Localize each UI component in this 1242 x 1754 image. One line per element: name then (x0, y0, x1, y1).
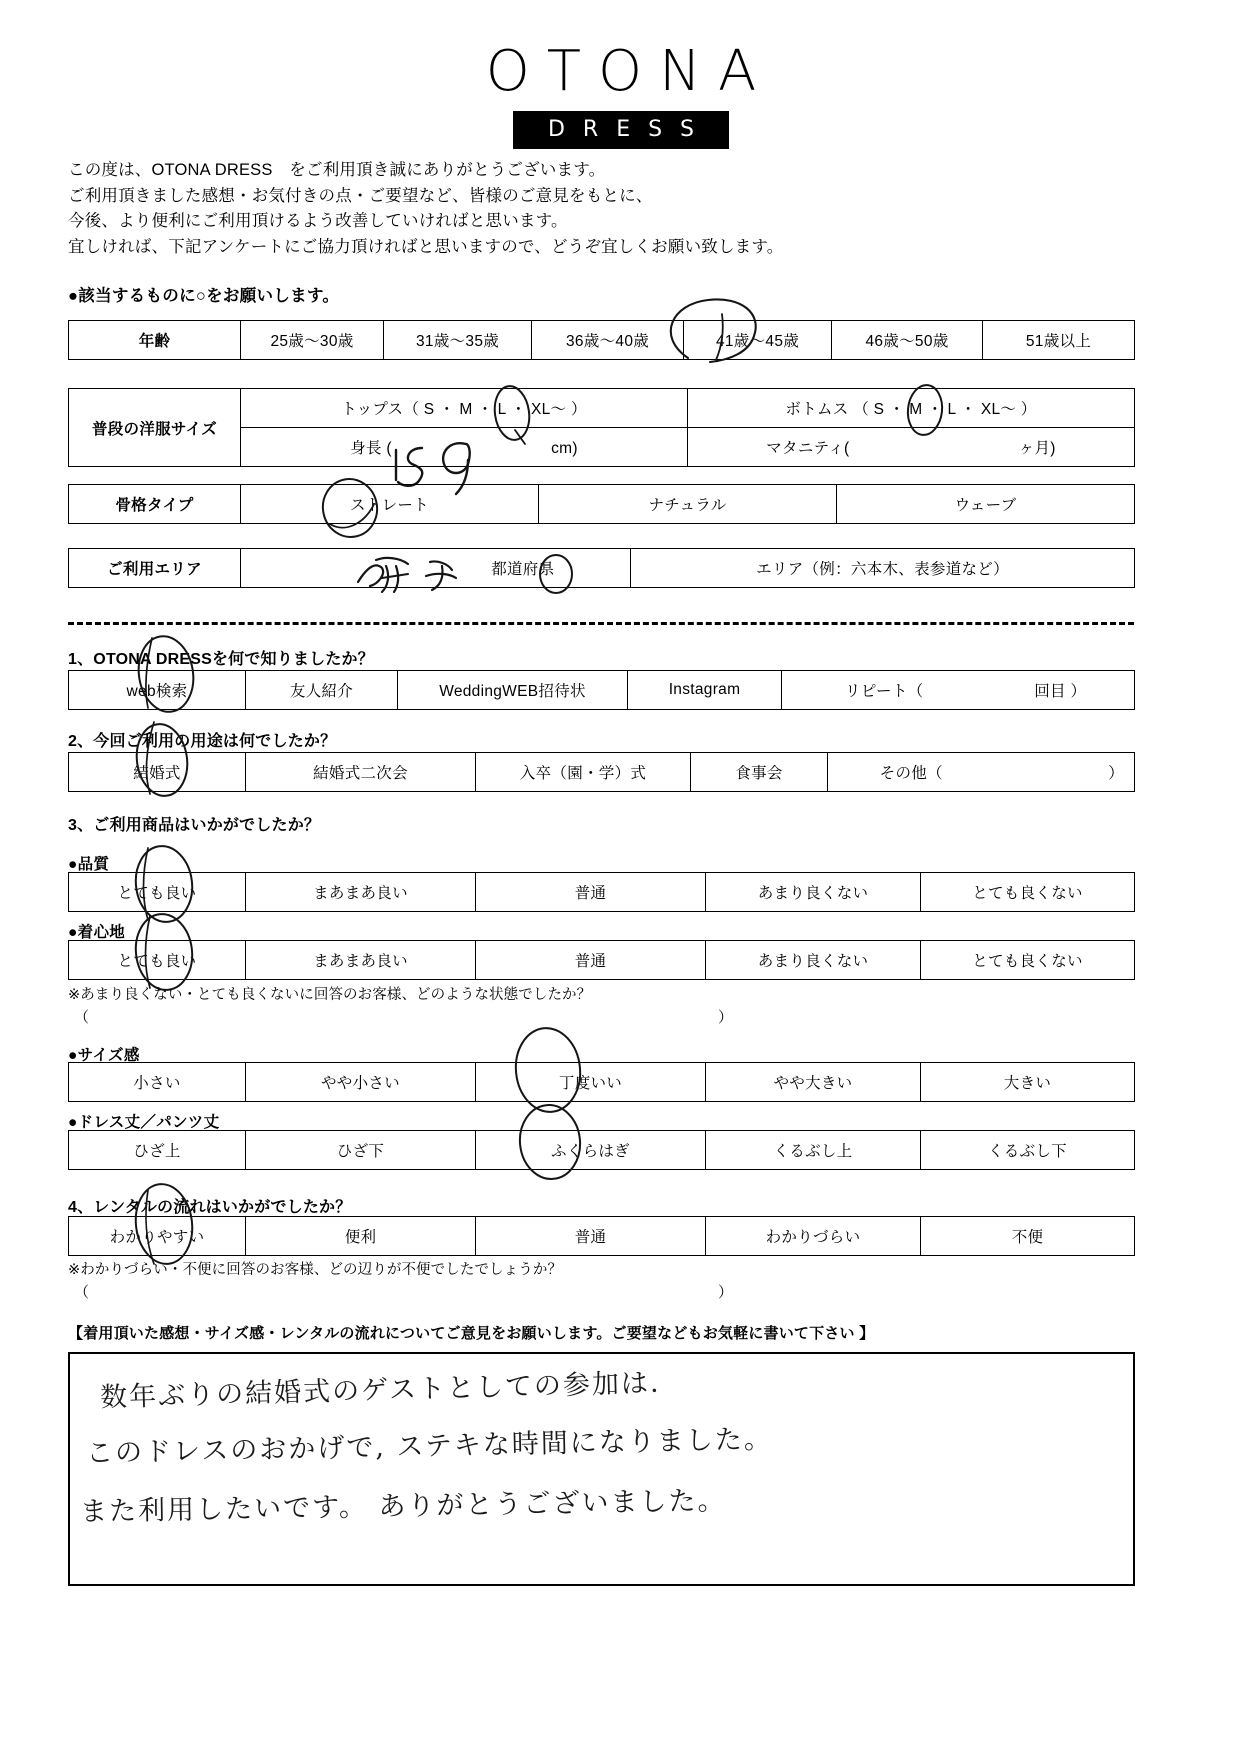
body-type-option-2[interactable]: ウェーブ (837, 485, 1135, 524)
q4-note: ※わかりづらい・不便に回答のお客様、どの辺りが不便でしたでしょうか？ (68, 1262, 563, 1278)
age-option-1[interactable]: 31歳～35歳 (384, 321, 532, 360)
q3-quality-table (68, 872, 1135, 912)
q4-option-2[interactable]: 普通 (476, 1217, 706, 1256)
brand-name: OTONA (485, 39, 774, 104)
age-option-5[interactable]: 51歳以上 (983, 321, 1135, 360)
freecomment-title: 【着用頂いた感想・サイズ感・レンタルの流れについてご意見をお願いします。ご要望などもお気軽に書いて下さい 】 (68, 1325, 875, 1342)
clothing-size-label: 普段の洋服サイズ (69, 389, 241, 467)
q2-option-5[interactable]: ） (995, 753, 1135, 792)
age-option-3[interactable]: 41歳～45歳 (684, 321, 832, 360)
q3-comfort-option-3[interactable]: あまり良くない (706, 941, 921, 980)
q3-fit-option-2[interactable]: 丁度いい (476, 1063, 706, 1102)
q3-title: 3、ご利用商品はいかがでしたか？ (68, 817, 321, 834)
tops-size-cell[interactable]: トップス（ S ・ M ・ L ・ XL～ ） (241, 389, 688, 428)
maternity-cell[interactable] (688, 428, 1135, 467)
clothing-size-table (68, 388, 1135, 467)
q3-length-table (68, 1130, 1135, 1170)
freecomment-handwriting (79, 1367, 1100, 1568)
intro-line-2: ご利用頂きました感想・お気付きの点・ご要望など、皆様のご意見をもとに、 (68, 186, 653, 205)
q1-title: 1、OTONA DRESSを何で知りましたか？ (68, 651, 374, 668)
table-row (69, 1131, 1135, 1170)
brand-logo (0, 39, 1242, 149)
q3-comfort-close-paren: ） (718, 1009, 734, 1026)
q2-option-2[interactable]: 入卒（園・学）式 (476, 753, 691, 792)
q4-option-1[interactable]: 便利 (246, 1217, 476, 1256)
area-table (68, 548, 1135, 588)
intro-line-4: 宜しければ、下記アンケートにご協力頂ければと思いますので、どうぞ宜しくお願い致します。 (68, 237, 784, 256)
table-row (69, 1217, 1135, 1256)
q3-comfort-note: ※あまり良くない・とても良くないに回答のお客様、どのような状態でしたか？ (68, 987, 592, 1003)
intro-paragraph (68, 158, 1148, 260)
q3-fit-label: ●サイズ感 (68, 1047, 140, 1064)
q3-quality-option-0[interactable]: とても良い (69, 873, 246, 912)
q4-title: 4、レンタルの流れはいかがでしたか？ (68, 1199, 352, 1216)
prefecture-suffix: 都道府県 (491, 561, 555, 578)
q1-option-4[interactable]: リピート（ (782, 671, 987, 710)
brand-subname: DRESS (513, 111, 729, 149)
q4-option-0[interactable]: わかりやすい (69, 1217, 246, 1256)
table-row (69, 321, 1135, 360)
freecomment-line-1: 数年ぶりの結婚式のゲストとしての参加は. (99, 1367, 661, 1414)
table-row (69, 753, 1135, 792)
age-label: 年齢 (69, 321, 241, 360)
section-divider (68, 622, 1134, 625)
freecomment-line-2: このドレスのおかげで, ステキな時間になりました。 (85, 1423, 774, 1470)
age-option-4[interactable]: 46歳～50歳 (832, 321, 983, 360)
q3-comfort-option-2[interactable]: 普通 (476, 941, 706, 980)
q3-quality-option-4[interactable]: とても良くない (921, 873, 1135, 912)
q3-comfort-option-0[interactable]: とても良い (69, 941, 246, 980)
body-type-option-0[interactable]: ストレート (241, 485, 539, 524)
table-row (69, 873, 1135, 912)
q3-quality-option-3[interactable]: あまり良くない (706, 873, 921, 912)
q3-length-option-2[interactable]: ふくらはぎ (476, 1131, 706, 1170)
q4-option-4[interactable]: 不便 (921, 1217, 1135, 1256)
q3-fit-table (68, 1062, 1135, 1102)
q3-quality-label: ●品質 (68, 856, 110, 873)
bottoms-size-cell[interactable]: ボトムス （ S ・ M ・ L ・ XL～ ） (688, 389, 1135, 428)
body-type-table (68, 484, 1135, 524)
q4-open-paren: （ (74, 1284, 90, 1301)
prefecture-cell[interactable] (241, 549, 631, 588)
q3-length-label: ●ドレス丈／パンツ丈 (68, 1114, 220, 1131)
q3-length-option-4[interactable]: くるぶし下 (921, 1131, 1135, 1170)
q3-fit-option-1[interactable]: やや小さい (246, 1063, 476, 1102)
intro-line-1: この度は、OTONA DRESS をご利用頂き誠にありがとうございます。 (68, 161, 606, 179)
maternity-unit: ヶ月) (1018, 440, 1056, 457)
area-label: ご利用エリア (69, 549, 241, 588)
q3-comfort-open-paren: （ (74, 1009, 90, 1026)
table-row (69, 485, 1135, 524)
q3-quality-option-2[interactable]: 普通 (476, 873, 706, 912)
table-row (69, 549, 1135, 588)
q2-option-1[interactable]: 結婚式二次会 (246, 753, 476, 792)
table-row (69, 941, 1135, 980)
q2-option-0[interactable]: 結婚式 (69, 753, 246, 792)
q4-option-3[interactable]: わかりづらい (706, 1217, 921, 1256)
age-table (68, 320, 1135, 360)
freecomment-line-3: また利用したいです。 ありがとうございました。 (79, 1485, 727, 1528)
intro-line-3: 今後、より便利にご利用頂けるよう改善していければと思います。 (68, 212, 568, 230)
height-unit: cm) (551, 440, 578, 457)
q3-length-option-1[interactable]: ひざ下 (246, 1131, 476, 1170)
q3-fit-option-0[interactable]: 小さい (69, 1063, 246, 1102)
q1-option-5[interactable]: 回目 ） (987, 671, 1135, 710)
q3-comfort-label: ●着心地 (68, 924, 126, 941)
q1-option-2[interactable]: WeddingWEB招待状 (398, 671, 628, 710)
q3-fit-option-4[interactable]: 大きい (921, 1063, 1135, 1102)
q2-option-3[interactable]: 食事会 (691, 753, 828, 792)
q1-table (68, 670, 1135, 710)
q1-option-1[interactable]: 友人紹介 (246, 671, 398, 710)
age-option-0[interactable]: 25歳～30歳 (241, 321, 384, 360)
q2-title: 2、今回ご利用の用途は何でしたか？ (68, 733, 337, 750)
body-type-label: 骨格タイプ (69, 485, 241, 524)
maternity-label: マタニティ( (766, 440, 850, 457)
q3-quality-option-1[interactable]: まあまあ良い (246, 873, 476, 912)
q3-comfort-option-1[interactable]: まあまあ良い (246, 941, 476, 980)
height-cell[interactable] (241, 428, 688, 467)
profile-instruction: ●該当するものに○をお願いします。 (68, 287, 340, 305)
q3-length-option-3[interactable]: くるぶし上 (706, 1131, 921, 1170)
q2-option-4[interactable]: その他（ (828, 753, 995, 792)
table-row (69, 389, 1135, 428)
q1-option-3[interactable]: Instagram (628, 671, 782, 710)
q3-length-option-0[interactable]: ひざ上 (69, 1131, 246, 1170)
q3-fit-option-3[interactable]: やや大きい (706, 1063, 921, 1102)
q4-close-paren: ） (718, 1284, 734, 1301)
table-row (69, 671, 1135, 710)
q4-table (68, 1216, 1135, 1256)
q1-option-0[interactable]: web検索 (69, 671, 246, 710)
age-option-2[interactable]: 36歳～40歳 (532, 321, 684, 360)
q3-comfort-table (68, 940, 1135, 980)
area-hint-cell[interactable]: エリア（例：六本木、表参道など） (631, 549, 1135, 588)
height-label: 身長 ( (350, 440, 392, 457)
q2-table (68, 752, 1135, 792)
body-type-option-1[interactable]: ナチュラル (539, 485, 837, 524)
q3-comfort-option-4[interactable]: とても良くない (921, 941, 1135, 980)
table-row (69, 1063, 1135, 1102)
